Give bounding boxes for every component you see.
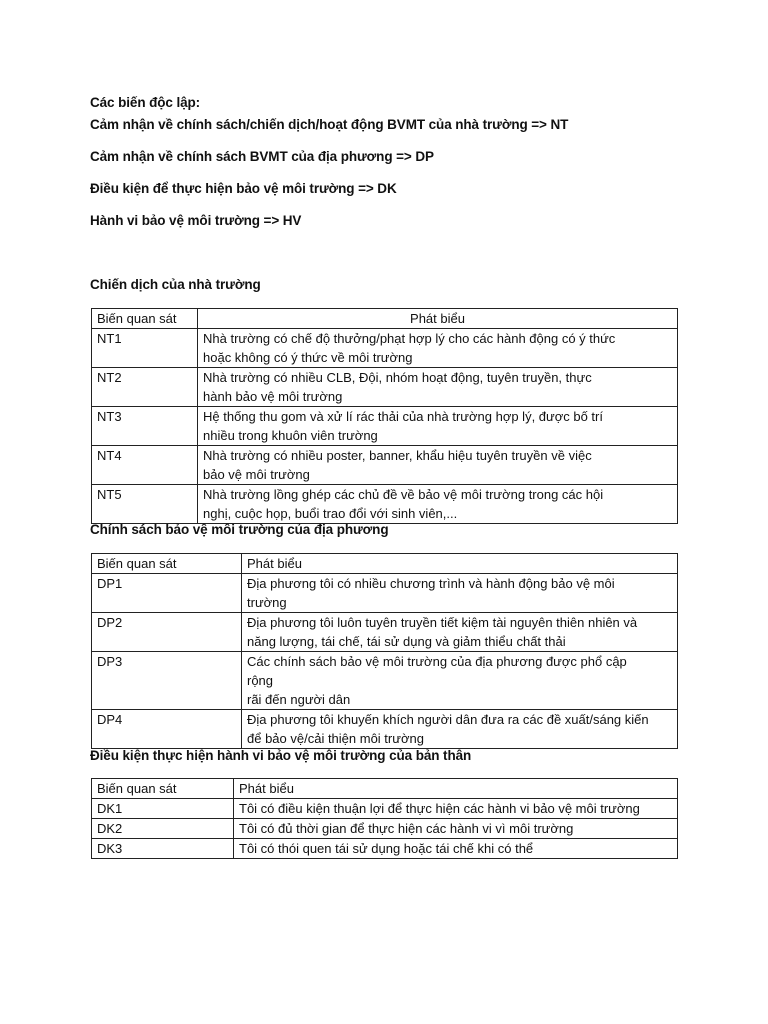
table-row: [92, 329, 678, 368]
row-code: DK3: [92, 839, 234, 859]
table-row: [92, 839, 678, 859]
row-statement: Địa phương tôi khuyến khích người dân đưa ra các đề xuất/sáng kiến để bảo vệ/cải thiện môi trường: [242, 710, 678, 749]
row-statement: Các chính sách bảo vệ môi trường của địa phương được phổ cập rộng rãi đến người dân: [242, 652, 678, 710]
row-code: DP3: [92, 652, 242, 710]
independent-var-dp: Cảm nhận về chính sách BVMT của địa phương => DP: [90, 149, 434, 164]
row-code: DP2: [92, 613, 242, 652]
independent-var-dk: Điều kiện để thực hiện bảo vệ môi trường => DK: [90, 181, 397, 196]
section-nt-title: Chiến dịch của nhà trường: [90, 277, 261, 292]
row-statement: Hệ thống thu gom và xử lí rác thải của nhà trường hợp lý, được bố trí nhiều trong khuôn viên trường: [198, 407, 678, 446]
table-row: [92, 819, 678, 839]
table-dp: [91, 553, 678, 749]
table-row: [92, 368, 678, 407]
header-statement: Phát biểu: [198, 309, 678, 329]
table-dk: [91, 778, 678, 859]
row-statement: Nhà trường lồng ghép các chủ đề về bảo vệ môi trường trong các hội nghị, cuộc họp, buổi trao đổi với sinh viên,...: [198, 485, 678, 524]
row-statement: Tôi có thói quen tái sử dụng hoặc tái chế khi có thể: [234, 839, 678, 859]
row-code: NT1: [92, 329, 198, 368]
header-statement: Phát biểu: [234, 779, 678, 799]
row-statement: Địa phương tôi có nhiều chương trình và hành động bảo vệ môi trường: [242, 574, 678, 613]
table-row: [92, 613, 678, 652]
row-code: NT4: [92, 446, 198, 485]
table-row: [92, 446, 678, 485]
row-code: DK2: [92, 819, 234, 839]
row-statement: Tôi có đủ thời gian để thực hiện các hành vi vì môi trường: [234, 819, 678, 839]
row-code: NT2: [92, 368, 198, 407]
row-code: NT5: [92, 485, 198, 524]
row-statement: Nhà trường có nhiều CLB, Đội, nhóm hoạt động, tuyên truyền, thực hành bảo vệ môi trường: [198, 368, 678, 407]
independent-var-hv: Hành vi bảo vệ môi trường => HV: [90, 213, 302, 228]
row-code: NT3: [92, 407, 198, 446]
row-code: DP4: [92, 710, 242, 749]
independent-vars-title: Các biến độc lập:: [90, 95, 201, 110]
header-observed-variable: Biến quan sát: [92, 554, 242, 574]
header-observed-variable: Biến quan sát: [92, 779, 234, 799]
row-statement: Nhà trường có chế độ thưởng/phạt hợp lý cho các hành động có ý thức hoặc không có ý thức về môi trường: [198, 329, 678, 368]
row-code: DK1: [92, 799, 234, 819]
section-dk-title: Điều kiện thực hiện hành vi bảo vệ môi trường của bản thân: [90, 748, 472, 763]
row-statement: Nhà trường có nhiều poster, banner, khẩu hiệu tuyên truyền về việc bảo vệ môi trường: [198, 446, 678, 485]
table-header-row: [92, 554, 678, 574]
row-statement: Địa phương tôi luôn tuyên truyền tiết kiệm tài nguyên thiên nhiên và năng lượng, tái chế, tái sử dụng và giảm thiểu chất thải: [242, 613, 678, 652]
section-dp-title: Chính sách bảo vệ môi trường của địa phương: [90, 522, 389, 537]
table-row: [92, 710, 678, 749]
table-row: [92, 652, 678, 710]
header-statement: Phát biểu: [242, 554, 678, 574]
independent-var-nt: Cảm nhận về chính sách/chiến dịch/hoạt động BVMT của nhà trường => NT: [90, 117, 569, 132]
table-row: [92, 485, 678, 524]
header-observed-variable: Biến quan sát: [92, 309, 198, 329]
row-code: DP1: [92, 574, 242, 613]
table-row: [92, 799, 678, 819]
table-row: [92, 407, 678, 446]
table-nt: [91, 308, 678, 524]
table-header-row: [92, 309, 678, 329]
row-statement: Tôi có điều kiện thuận lợi để thực hiện các hành vi bảo vệ môi trường: [234, 799, 678, 819]
table-header-row: [92, 779, 678, 799]
table-row: [92, 574, 678, 613]
